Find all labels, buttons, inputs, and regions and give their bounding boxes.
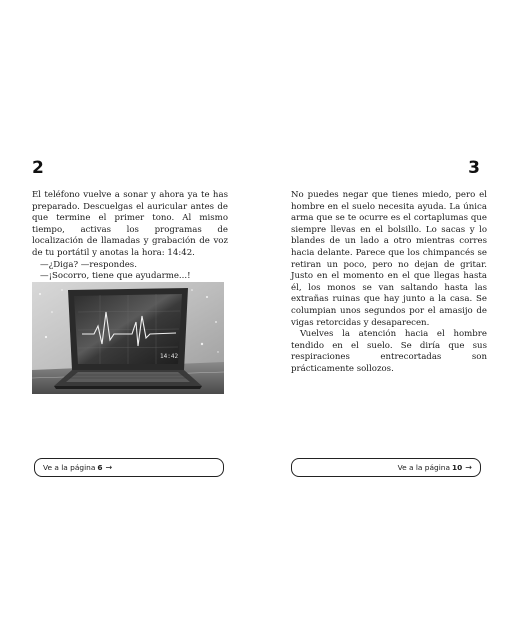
dialog-line: —¡Socorro, tiene que ayudarme...! <box>40 271 191 282</box>
goto-label: Ve a la página <box>397 463 450 472</box>
page-text <box>32 190 228 283</box>
paragraph: No puedes negar que tienes miedo, pero el hombre en el suelo necesita ayuda. La única arma que se te ocurre es el cortaplumas que siempre llevas en el bolsillo. Lo sacas y lo blandes de un lado a otro mientras corres hacia delante. Parece que los chimpancés se retiran un poco, pero no dejan de gritar. Justo en el momento en el que llegas hasta él, los monos se van saltando hasta las extrañas ruinas que hay junto a la casa. Se columpian unos segundos por el amasijo de vigas retorcidas y desaparecen. <box>291 190 487 328</box>
screen-clock: 14:42 <box>160 353 179 360</box>
laptop-illustration <box>32 282 224 394</box>
page-number: 3 <box>468 158 480 178</box>
goto-page-button[interactable] <box>34 458 224 477</box>
right-page <box>258 0 516 640</box>
goto-page-number: 6 <box>97 463 103 472</box>
dialog-line: —¿Diga? —respondes. <box>40 259 137 270</box>
goto-page-button[interactable] <box>291 458 481 477</box>
paragraph: El teléfono vuelve a sonar y ahora ya te has preparado. Descuelgas el auricular antes de que termine el primer tono. Al mismo tiempo, activas los programas de localización de llamadas y grabación de voz de tu portátil y anotas la hora: 14:42. <box>32 190 228 258</box>
goto-page-number: 10 <box>452 463 463 472</box>
page-text <box>291 190 487 376</box>
paragraph: Vuelves la atención hacia el hombre tendido en el suelo. Se diría que sus respiraciones entrecortadas son prácticamente sollozos. <box>291 329 487 374</box>
page-number: 2 <box>32 158 44 178</box>
goto-label: Ve a la página <box>43 463 96 472</box>
arrow-right-icon: → <box>465 463 472 472</box>
arrow-right-icon: → <box>105 463 113 472</box>
